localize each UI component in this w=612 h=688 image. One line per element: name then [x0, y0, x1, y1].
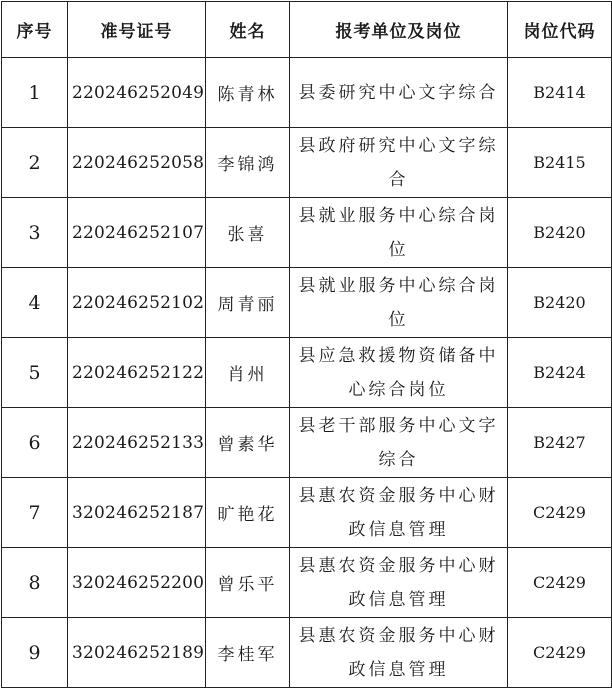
cell-serial: 6 — [2, 408, 68, 478]
cell-unit-position: 县就业服务中心综合岗位 — [290, 198, 508, 268]
cell-serial: 8 — [2, 548, 68, 618]
cell-unit-position: 县就业服务中心综合岗位 — [290, 268, 508, 338]
cell-ticket-number: 220246252102 — [68, 268, 206, 338]
cell-serial: 4 — [2, 268, 68, 338]
header-serial: 序号 — [2, 2, 68, 58]
header-ticket-number: 准号证号 — [68, 2, 206, 58]
cell-serial: 5 — [2, 338, 68, 408]
cell-ticket-number: 220246252133 — [68, 408, 206, 478]
cell-unit-position: 县惠农资金服务中心财政信息管理 — [290, 478, 508, 548]
table-header-row — [2, 2, 612, 58]
header-unit-position: 报考单位及岗位 — [290, 2, 508, 58]
cell-name: 张喜 — [206, 198, 290, 268]
cell-serial: 9 — [2, 618, 68, 688]
table-row — [2, 198, 612, 268]
cell-name: 曾素华 — [206, 408, 290, 478]
cell-name: 周青丽 — [206, 268, 290, 338]
cell-unit-position: 县委研究中心文字综合 — [290, 58, 508, 128]
cell-position-code: B2414 — [508, 58, 612, 128]
table-row — [2, 338, 612, 408]
table-row — [2, 548, 612, 618]
cell-serial: 2 — [2, 128, 68, 198]
cell-position-code: B2427 — [508, 408, 612, 478]
cell-position-code: C2429 — [508, 548, 612, 618]
cell-name: 陈青林 — [206, 58, 290, 128]
table-row — [2, 58, 612, 128]
cell-unit-position: 县惠农资金服务中心财政信息管理 — [290, 548, 508, 618]
cell-name: 肖州 — [206, 338, 290, 408]
cell-ticket-number: 320246252187 — [68, 478, 206, 548]
table-row — [2, 618, 612, 688]
cell-serial: 3 — [2, 198, 68, 268]
cell-serial: 7 — [2, 478, 68, 548]
cell-name: 李锦鸿 — [206, 128, 290, 198]
cell-unit-position: 县老干部服务中心文字综合 — [290, 408, 508, 478]
cell-position-code: B2424 — [508, 338, 612, 408]
cell-ticket-number: 220246252049 — [68, 58, 206, 128]
cell-position-code: B2420 — [508, 268, 612, 338]
cell-unit-position: 县应急救援物资储备中心综合岗位 — [290, 338, 508, 408]
cell-position-code: B2415 — [508, 128, 612, 198]
cell-serial: 1 — [2, 58, 68, 128]
cell-ticket-number: 220246252122 — [68, 338, 206, 408]
header-name: 姓名 — [206, 2, 290, 58]
cell-ticket-number: 320246252189 — [68, 618, 206, 688]
cell-position-code: B2420 — [508, 198, 612, 268]
cell-unit-position: 县政府研究中心文字综合 — [290, 128, 508, 198]
cell-name: 曾乐平 — [206, 548, 290, 618]
cell-name: 旷艳花 — [206, 478, 290, 548]
table-row — [2, 128, 612, 198]
cell-position-code: C2429 — [508, 478, 612, 548]
cell-name: 李桂军 — [206, 618, 290, 688]
cell-ticket-number: 220246252058 — [68, 128, 206, 198]
cell-position-code: C2429 — [508, 618, 612, 688]
table-row — [2, 408, 612, 478]
cell-ticket-number: 220246252107 — [68, 198, 206, 268]
table-row — [2, 268, 612, 338]
header-position-code: 岗位代码 — [508, 2, 612, 58]
table-row — [2, 478, 612, 548]
cell-unit-position: 县惠农资金服务中心财政信息管理 — [290, 618, 508, 688]
candidate-table — [1, 1, 612, 688]
cell-ticket-number: 320246252200 — [68, 548, 206, 618]
